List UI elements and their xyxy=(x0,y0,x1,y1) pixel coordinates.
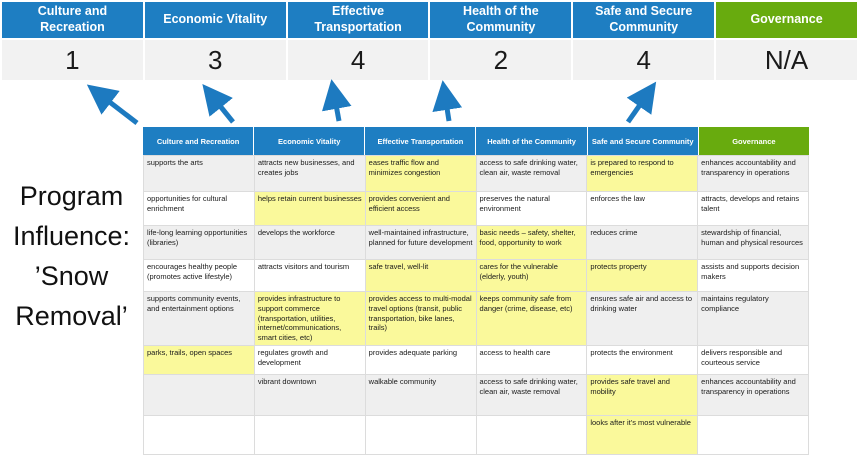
matrix-cell xyxy=(144,416,255,455)
matrix-cell: walkable community xyxy=(366,375,477,416)
matrix-cell: provides adequate parking xyxy=(366,346,477,375)
matrix-cell: parks, trails, open spaces xyxy=(144,346,255,375)
score-safe-secure-community: 4 xyxy=(573,40,714,80)
matrix-cell: supports the arts xyxy=(144,156,255,192)
table-row xyxy=(144,292,809,346)
matrix-cell: life-long learning opportunities (libraries) xyxy=(144,226,255,260)
table-row xyxy=(144,226,809,260)
up-arrow-icon xyxy=(444,89,449,121)
matrix-cell: attracts, develops and retains talent xyxy=(698,192,809,226)
top-header-governance: Governance xyxy=(716,2,857,38)
program-label-line: Influence: xyxy=(12,221,131,251)
matrix-cell: provides infrastructure to support commerce (transportation, utilities, internet/communications, smart cities, etc) xyxy=(255,292,366,346)
program-label-line: ’Snow xyxy=(34,261,109,291)
score-culture-recreation: 1 xyxy=(2,40,143,80)
matrix-cell: enhances accountability and transparency in operations xyxy=(698,156,809,192)
top-header-economic-vitality: Economic Vitality xyxy=(145,2,286,38)
matrix-cell: enforces the law xyxy=(587,192,698,226)
program-influence-label xyxy=(0,176,143,336)
matrix-cell: maintains regulatory compliance xyxy=(698,292,809,346)
matrix-cell xyxy=(477,416,588,455)
matrix-cell: provides safe travel and mobility xyxy=(587,375,698,416)
matrix-header-row xyxy=(143,127,809,155)
up-arrow-icon xyxy=(333,88,339,121)
program-label-line: Program xyxy=(19,181,124,211)
matrix-cell: delivers responsible and courteous service xyxy=(698,346,809,375)
score-governance: N/A xyxy=(716,40,857,80)
matrix-cell: encourages healthy people (promotes active lifestyle) xyxy=(144,260,255,292)
matrix-cell: provides convenient and efficient access xyxy=(366,192,477,226)
score-effective-transportation: 4 xyxy=(288,40,429,80)
matrix-cell: enhances accountability and transparency in operations xyxy=(698,375,809,416)
matrix-body xyxy=(143,155,809,455)
matrix-cell: access to safe drinking water, clean air, waste removal xyxy=(477,375,588,416)
matrix-cell xyxy=(366,416,477,455)
matrix-cell: supports community events, and entertainment options xyxy=(144,292,255,346)
top-header-culture-recreation: Culture and Recreation xyxy=(2,2,143,38)
matrix-cell: opportunities for cultural enrichment xyxy=(144,192,255,226)
matrix-cell: looks after it's most vulnerable xyxy=(587,416,698,455)
matrix-cell: reduces crime xyxy=(587,226,698,260)
table-row xyxy=(144,156,809,192)
top-header-safe-secure-community: Safe and Secure Community xyxy=(573,2,714,38)
matrix-cell: is prepared to respond to emergencies xyxy=(587,156,698,192)
matrix-cell: safe travel, well-lit xyxy=(366,260,477,292)
matrix-cell: regulates growth and development xyxy=(255,346,366,375)
top-header-health-community: Health of the Community xyxy=(430,2,571,38)
table-row xyxy=(144,375,809,416)
matrix-cell xyxy=(698,416,809,455)
matrix-header-culture-recreation: Culture and Recreation xyxy=(143,127,253,155)
score-health-community: 2 xyxy=(430,40,571,80)
matrix-cell: develops the workforce xyxy=(255,226,366,260)
matrix-cell: well-maintained infrastructure, planned for future development xyxy=(366,226,477,260)
scores-table xyxy=(2,2,857,80)
table-row xyxy=(144,346,809,375)
program-label-line: Removal’ xyxy=(15,301,128,331)
matrix-cell: preserves the natural environment xyxy=(477,192,588,226)
matrix-header-effective-transportation: Effective Transportation xyxy=(365,127,475,155)
matrix-cell xyxy=(255,416,366,455)
matrix-header-governance: Governance xyxy=(699,127,809,155)
matrix-cell: cares for the vulnerable (elderly, youth) xyxy=(477,260,588,292)
matrix-cell: ensures safe air and access to drinking water xyxy=(587,292,698,346)
matrix-cell: vibrant downtown xyxy=(255,375,366,416)
matrix-cell: helps retain current businesses xyxy=(255,192,366,226)
matrix-cell: basic needs – safety, shelter, food, opportunity to work xyxy=(477,226,588,260)
matrix-cell: access to health care xyxy=(477,346,588,375)
matrix-cell: provides access to multi-modal travel options (transit, public transportation, bike lanes, trails) xyxy=(366,292,477,346)
matrix-header-health-community: Health of the Community xyxy=(476,127,586,155)
influence-matrix xyxy=(143,127,809,455)
top-header-effective-transportation: Effective Transportation xyxy=(288,2,429,38)
matrix-header-safe-secure-community: Safe and Secure Community xyxy=(588,127,698,155)
table-row xyxy=(144,416,809,455)
matrix-cell: attracts new businesses, and creates jobs xyxy=(255,156,366,192)
matrix-cell: keeps community safe from danger (crime, disease, etc) xyxy=(477,292,588,346)
score-economic-vitality: 3 xyxy=(145,40,286,80)
matrix-cell: access to safe drinking water, clean air, waste removal xyxy=(477,156,588,192)
table-row xyxy=(144,192,809,226)
up-arrow-icon xyxy=(94,90,137,123)
up-arrow-icon xyxy=(628,89,651,122)
matrix-cell: protects the environment xyxy=(587,346,698,375)
matrix-cell: eases traffic flow and minimizes congestion xyxy=(366,156,477,192)
table-row xyxy=(144,260,809,292)
matrix-cell: protects property xyxy=(587,260,698,292)
arrows-layer xyxy=(0,76,859,130)
matrix-cell: attracts visitors and tourism xyxy=(255,260,366,292)
matrix-cell xyxy=(144,375,255,416)
up-arrow-icon xyxy=(208,91,233,122)
matrix-header-economic-vitality: Economic Vitality xyxy=(254,127,364,155)
matrix-cell: assists and supports decision makers xyxy=(698,260,809,292)
matrix-cell: stewardship of financial, human and physical resources xyxy=(698,226,809,260)
